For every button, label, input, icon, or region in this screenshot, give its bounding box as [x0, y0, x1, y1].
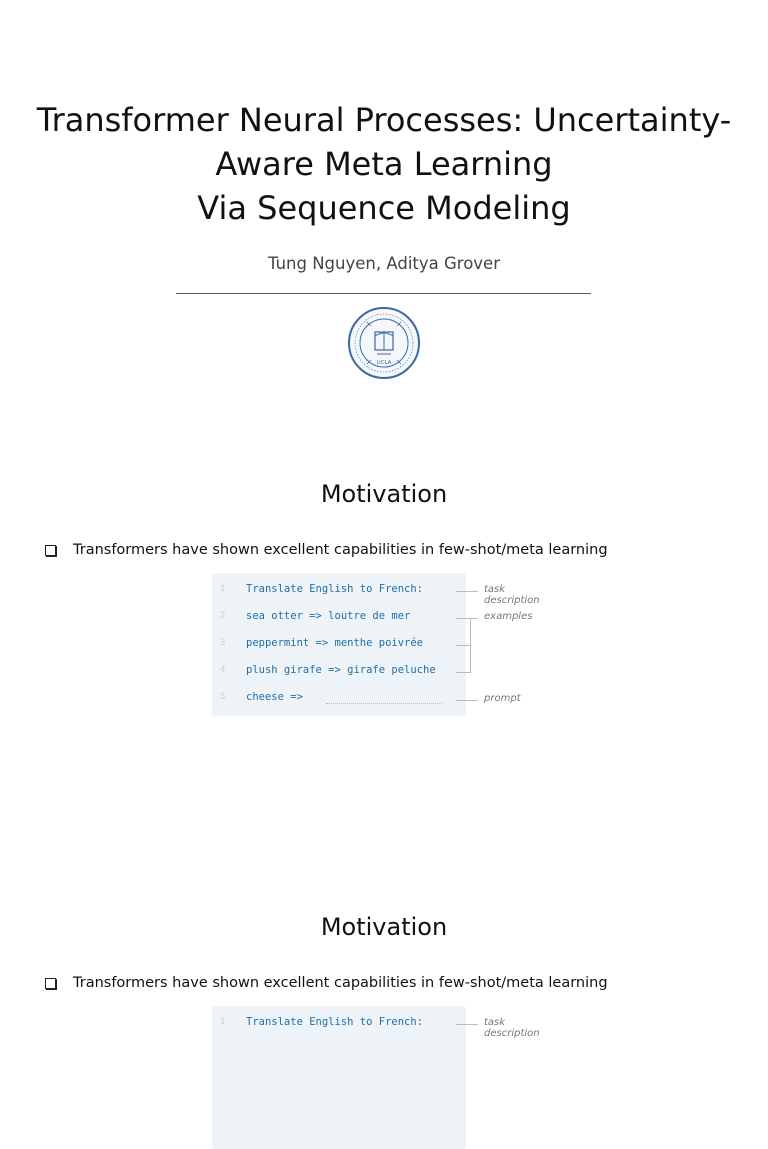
annotation-task-description: task description — [484, 1017, 540, 1039]
line-number: 4 — [220, 665, 226, 675]
annotation-task-description: task description — [484, 584, 540, 606]
code-line — [212, 581, 466, 601]
bullet-item — [45, 975, 608, 991]
code-box — [212, 1006, 466, 1149]
examples-bracket — [470, 618, 471, 673]
code-text: Translate English to French: — [246, 583, 424, 595]
prompt-figure — [212, 1006, 562, 1039]
annotation-prompt: prompt — [484, 693, 521, 704]
code-line — [212, 1014, 466, 1034]
code-text: sea otter => loutre de mer — [246, 610, 411, 622]
code-text: plush girafe => girafe peluche — [246, 664, 436, 676]
code-text: peppermint => menthe poivrée — [246, 637, 424, 649]
section-heading: Motivation — [320, 480, 448, 508]
code-line — [212, 662, 466, 682]
line-number: 5 — [220, 692, 226, 702]
seal-text: UCLA — [376, 360, 392, 366]
divider — [176, 293, 591, 294]
code-box — [212, 573, 466, 716]
arrow-icon — [456, 591, 478, 592]
title-line-1: Transformer Neural Processes: Uncertainty- — [36, 101, 732, 139]
arrow-icon — [456, 1024, 478, 1025]
section-heading: Motivation — [320, 913, 448, 941]
arrow-icon — [456, 672, 470, 673]
checkbox-bullet-icon — [45, 978, 56, 989]
bullet-text: Transformers have shown excellent capabilities in few-shot/meta learning — [73, 542, 608, 558]
university-seal-logo — [347, 306, 421, 380]
code-line — [212, 608, 466, 628]
code-text: Translate English to French: — [246, 1016, 424, 1028]
prompt-figure — [212, 573, 562, 716]
line-number: 1 — [220, 584, 226, 594]
code-text: cheese => — [246, 691, 303, 703]
bullet-text: Transformers have shown excellent capabilities in few-shot/meta learning — [73, 975, 608, 991]
line-number: 2 — [220, 611, 226, 621]
annotation-examples: examples — [484, 611, 533, 622]
bullet-item — [45, 542, 608, 558]
arrow-icon — [456, 700, 478, 701]
authors: Tung Nguyen, Aditya Grover — [268, 254, 500, 273]
prompt-dotted-line — [326, 703, 442, 704]
line-number: 1 — [220, 1017, 226, 1027]
code-line — [212, 689, 466, 709]
checkbox-bullet-icon — [45, 545, 56, 556]
title-line-2: Aware Meta Learning — [215, 145, 553, 183]
code-line — [212, 635, 466, 655]
line-number: 3 — [220, 638, 226, 648]
arrow-icon — [456, 618, 478, 619]
title-line-3: Via Sequence Modeling — [197, 189, 571, 227]
arrow-icon — [456, 645, 470, 646]
page-title — [20, 98, 748, 230]
